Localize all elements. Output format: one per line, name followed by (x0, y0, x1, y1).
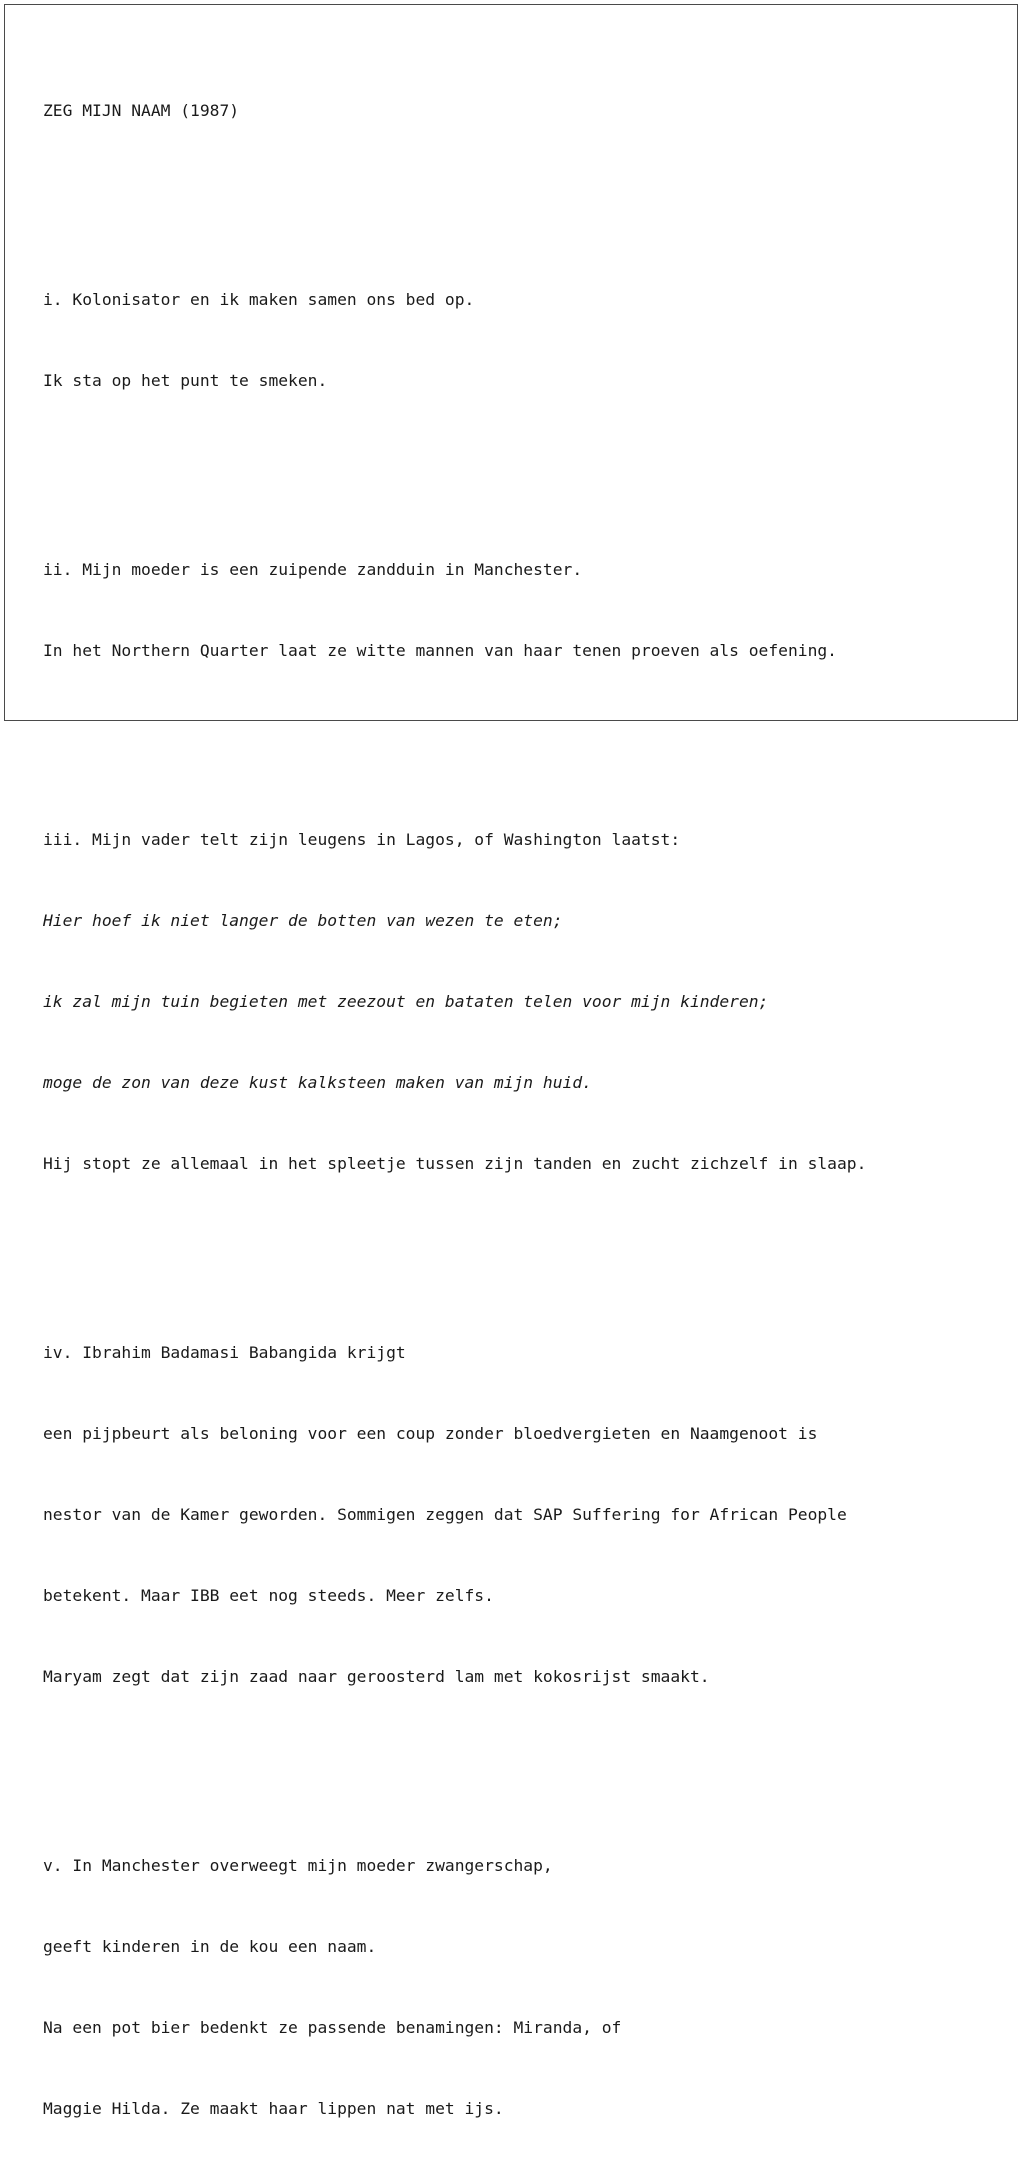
stanza-4-line-1: iv. Ibrahim Badamasi Babangida krijgt (43, 1343, 406, 1362)
stanza-3-line-1: iii. Mijn vader telt zijn leugens in Lagos, of Washington laatst: (43, 830, 681, 849)
stanza-4-line-5: Maryam zegt dat zijn zaad naar geroosterd lam met kokosrijst smaakt. (43, 1667, 710, 1686)
stanza-3-line-4: moge de zon van deze kust kalksteen maken van mijn huid. (43, 1073, 592, 1092)
stanza-4-line-2: een pijpbeurt als beloning voor een coup zonder bloedvergieten en Naamgenoot is (43, 1424, 818, 1443)
stanza-5-line-4: Maggie Hilda. Ze maakt haar lippen nat met ijs. (43, 2099, 504, 2118)
stanza-5-line-2: geeft kinderen in de kou een naam. (43, 1937, 377, 1956)
stanza-gap (43, 718, 1013, 745)
document-page (4, 4, 1018, 2118)
stanza-1-line-2: Ik sta op het punt te smeken. (43, 371, 328, 390)
stanza-4-line-4: betekent. Maar IBB eet nog steeds. Meer zelfs. (43, 1586, 494, 1605)
stanza-3-line-5: Hij stopt ze allemaal in het spleetje tussen zijn tanden en zucht zichzelf in slaap. (43, 1154, 867, 1173)
stanza-2-line-1: ii. Mijn moeder is een zuipende zandduin in Manchester. (43, 560, 583, 579)
stanza-4-line-3: nestor van de Kamer geworden. Sommigen zeggen dat SAP Suffering for African People (43, 1505, 847, 1524)
stanza-3-line-3: ik zal mijn tuin begieten met zeezout en bataten telen voor mijn kinderen; (43, 992, 769, 1011)
stanza-gap (43, 1744, 1013, 1771)
stanza-gap (43, 178, 1013, 205)
poem-body (43, 43, 1013, 2176)
stanza-gap (43, 448, 1013, 475)
stanza-5-line-1: v. In Manchester overweegt mijn moeder zwangerschap, (43, 1856, 553, 1875)
poem-title: ZEG MIJN NAAM (1987) (43, 101, 240, 120)
stanza-1-line-1: i. Kolonisator en ik maken samen ons bed op. (43, 290, 475, 309)
stanza-3-line-2: Hier hoef ik niet langer de botten van wezen te eten; (43, 911, 563, 930)
stanza-gap (43, 1231, 1013, 1258)
stanza-2-line-2: In het Northern Quarter laat ze witte mannen van haar tenen proeven als oefening. (43, 641, 837, 660)
stanza-5-line-3: Na een pot bier bedenkt ze passende benamingen: Miranda, of (43, 2018, 622, 2037)
